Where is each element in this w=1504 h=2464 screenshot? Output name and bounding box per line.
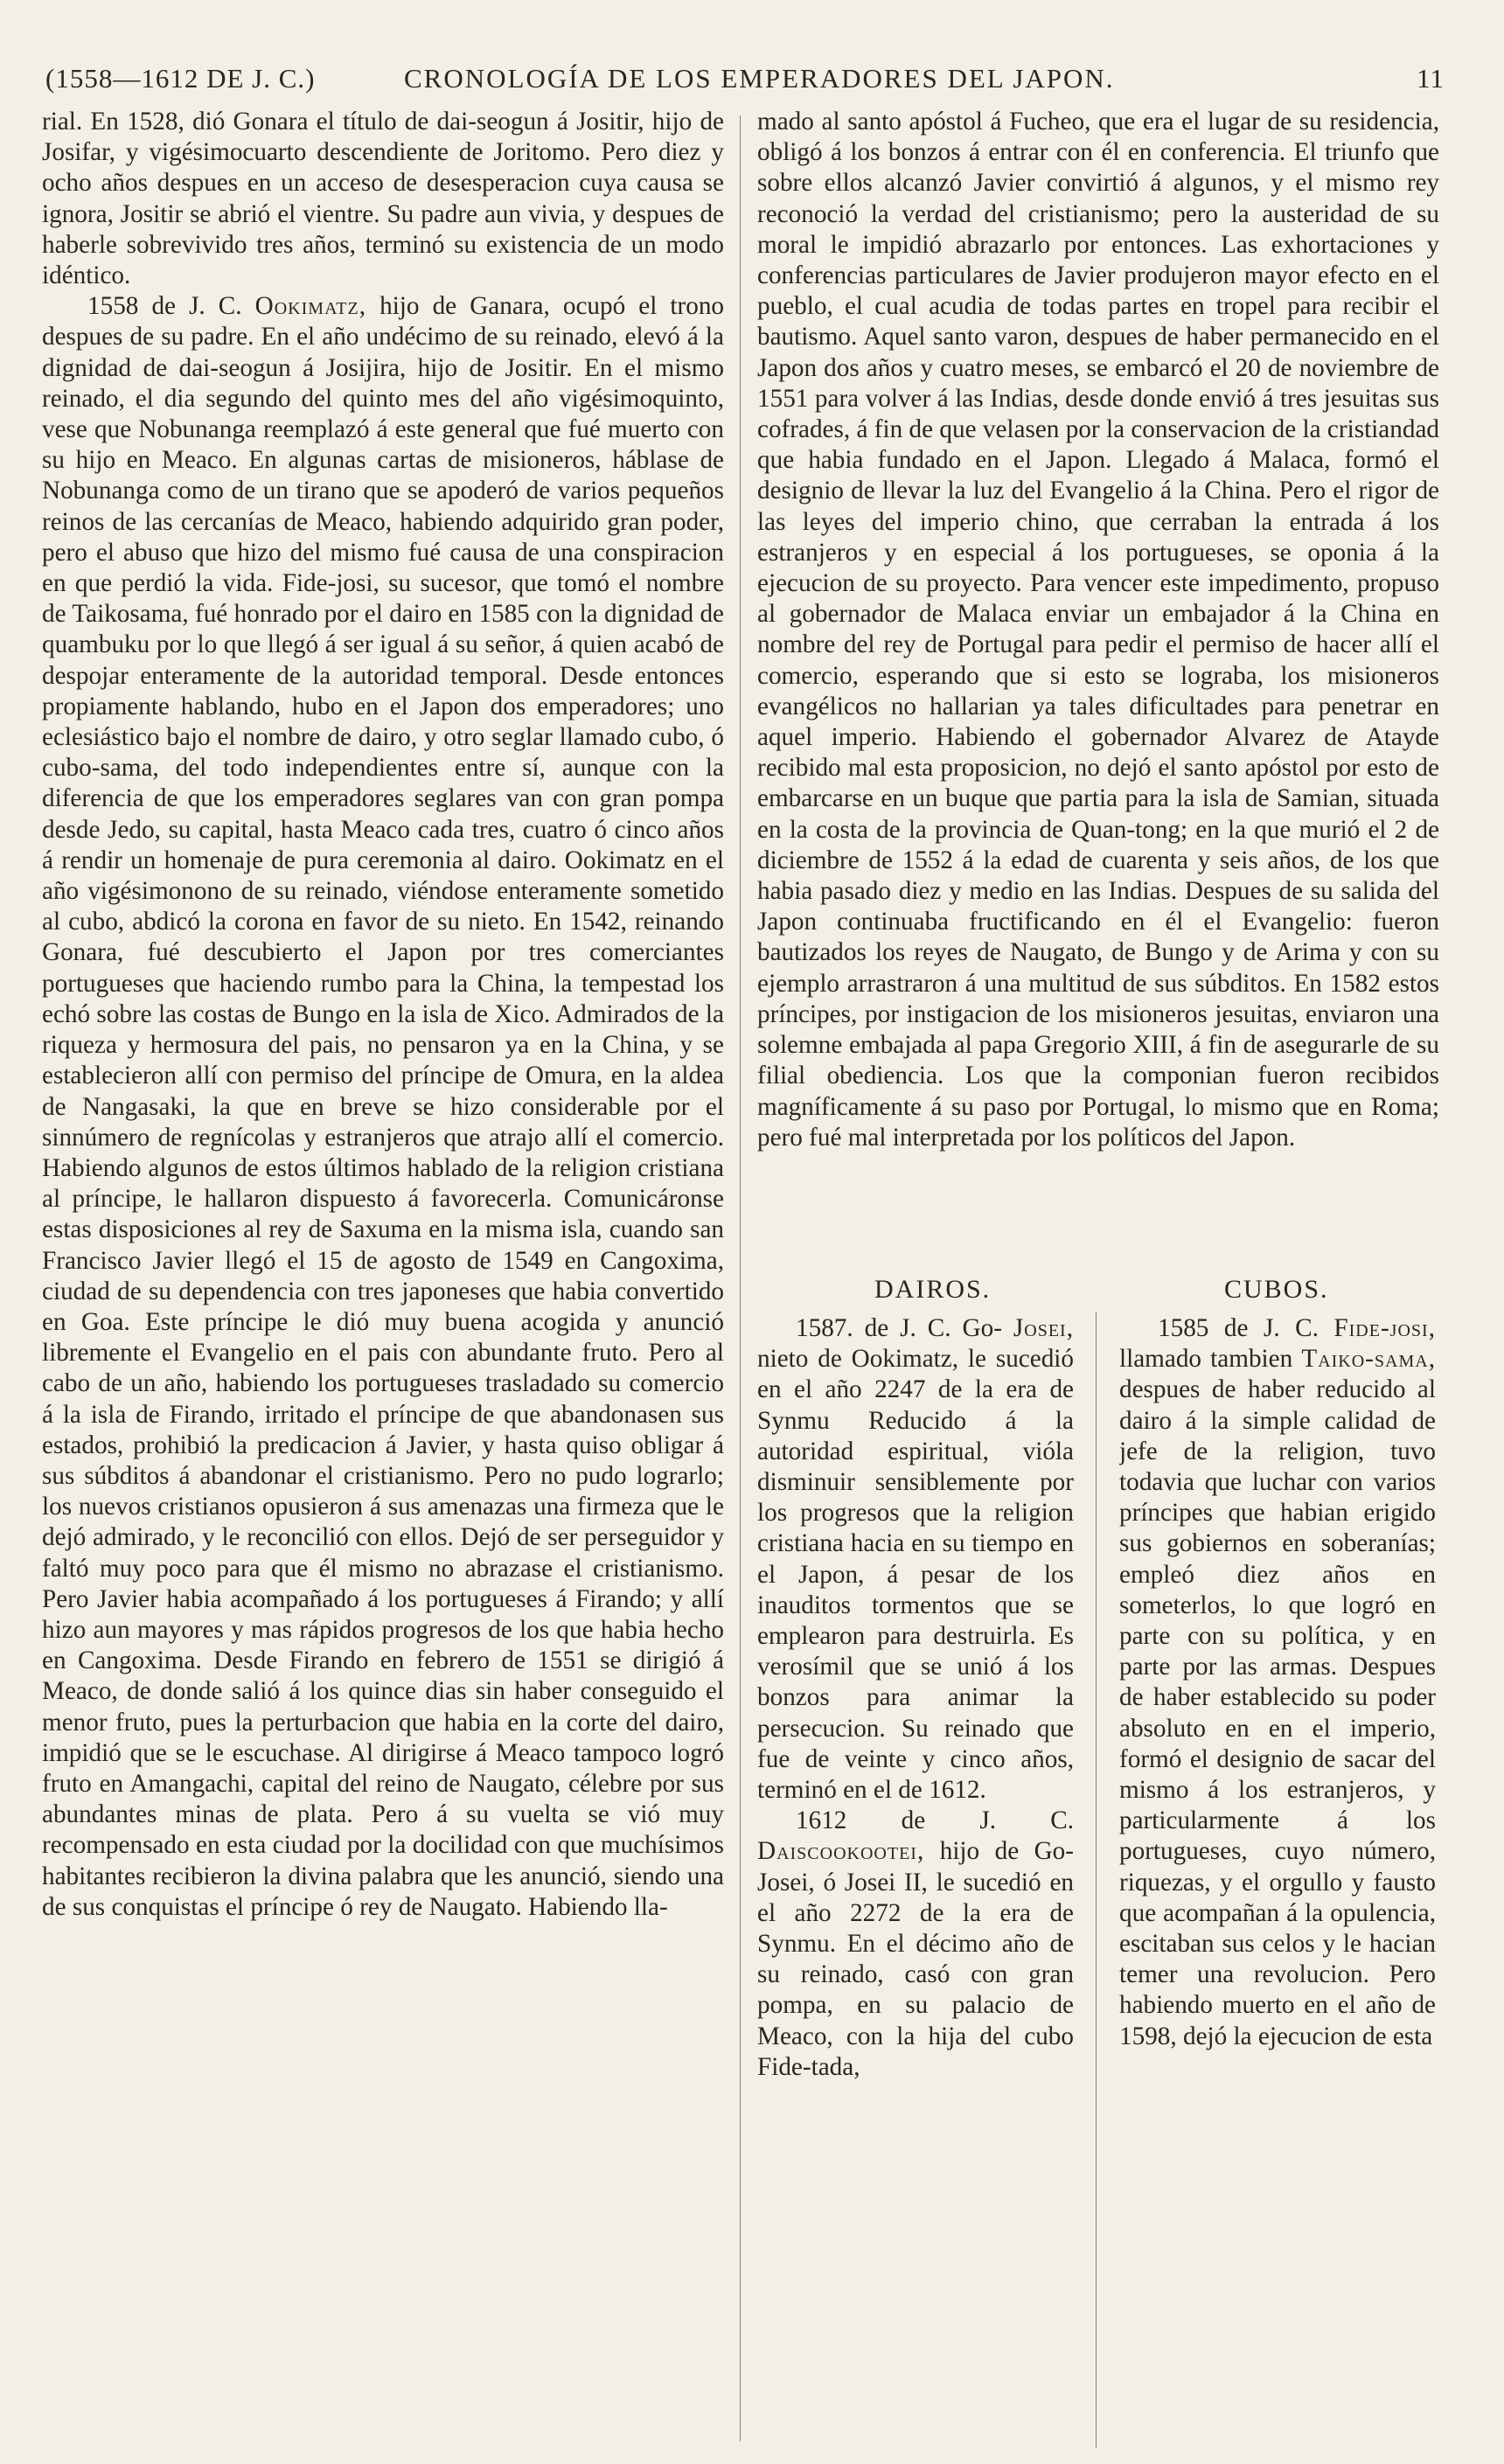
- paragraph-text: de J. C.: [1223, 1314, 1319, 1342]
- paragraph: [42, 291, 724, 1923]
- paragraph-text: de J. C.: [901, 1806, 1074, 1835]
- page-header: [45, 63, 1445, 103]
- section-heading-cubos: CUBOS.: [1224, 1275, 1329, 1304]
- cubos-column: [1119, 1313, 1436, 2450]
- paragraph: mado al santo apóstol á Fucheo, que era el lugar de su residencia, obligó á los bonzos á entrar con él en conferencia. El triunfo que sobre ellos alcanzó Javier convirtió á algunos, y el mismo rey reconoció la verdad del cristianismo; pero la austeridad de su moral le impidió abrazarlo por entonces. Las exhortaciones y conferencias particulares de Javier produjeron mayor efecto en el pueblo, el cual acudia de todas partes en tropel para recibir el bautismo. Aquel santo varon, despues de haber permanecido en el Japon dos años y cuatro meses, se embarcó el 20 de noviembre de 1551 para volver á las Indias, desde donde envió á tres jesuitas sus cofrades, á fin de que velasen por la conservacion de la cristiandad que habia fundado en el Japon. Llegado á Malaca, formó el designio de llevar la luz del Evangelio á la China. Pero el rigor de las leyes del imperio chino, que cerraban la entrada á los estranjeros y en especial á los portugueses, se oponia á la ejecucion de su proyecto. Para vencer este impedimento, propuso al gobernador de Malaca enviar un embajador á la China en nombre del rey de Portugal para pedir el permiso de hacer allí el comercio, esperando que si esto se lograba, los misioneros evangélicos no hallarian ya tales dificultades para penetrar en aquel imperio. Habiendo el gobernador Alvarez de Atayde recibido mal esta proposicion, no dejó el santo apóstol por esto de embarcarse en un buque que partia para la isla de Samian, situada en la costa de la provincia de Quan-tong; en la que murió el 2 de diciembre de 1552 á la edad de cuarenta y seis años, de los que habia pasado diez y medio en las Indias. Despues de su salida del Japon continuaba fructificando en él el Evangelio: fueron bautizados los reyes de Naugato, de Bungo y de Arima y con su ejemplo arrastraron á una multitud de sus súbditos. En 1582 estos príncipes, por instigacion de los misioneros jesuitas, enviaron una solemne embajada al papa Gregorio XIII, á fin de asegurarle de su filial obediencia. Los que la componian fueron recibidos magníficamente á su paso por Portugal, lo mismo que en Roma; pero fué mal interpretada por los políticos del Japon.: [757, 108, 1439, 1152]
- entry-year: 1587.: [796, 1314, 853, 1342]
- paragraph: [1119, 1313, 1436, 2052]
- dairos-column: [757, 1313, 1074, 2450]
- paragraph-text: de J. C. Go-: [864, 1314, 1002, 1342]
- paragraph-text: despues de haber reducido al dairo á la simple calidad de jefe de la religion, tuvo todavia que luchar con varios príncipes que habian erigido sus gobiernos en soberanías; empleó diez años en someterlos, lo que logró en parte con su política, y en parte por las armas. Despues de haber establecido su poder absoluto en en el imperio, formó el designio de sacar del mismo á los estranjeros, y particularmente á los portugueses, cuyo número, riquezas, y el orgullo y fausto que acompañan á la opulencia, escitaban sus celos y le hacian temer una revolucion. Pero habiendo muerto en el año de 1598, dejó la ejecucion de esta: [1119, 1375, 1436, 2050]
- paragraph-text: llamado tambien: [1119, 1345, 1293, 1374]
- left-column: [42, 107, 724, 2450]
- right-column: [757, 107, 1439, 1207]
- emperor-alias: Taiko-sama,: [1301, 1345, 1436, 1374]
- emperor-name: Fide-josi,: [1333, 1314, 1436, 1342]
- page-number: 11: [1417, 63, 1445, 94]
- header-date-range: (1558—1612 DE J. C.): [45, 63, 316, 94]
- emperor-name: Ookimatz,: [254, 292, 367, 321]
- section-heading-dairos: DAIROS.: [874, 1275, 992, 1304]
- emperor-name: Daiscookootei,: [757, 1837, 925, 1866]
- paragraph: [757, 1806, 1074, 2083]
- emperor-name: Josei,: [1013, 1314, 1074, 1342]
- subcolumn-divider: [1096, 1312, 1097, 2448]
- paragraph-text: hijo de Go-Josei, ó Josei II, le sucedió en el año 2272 de la era de Synmu. En el décimo año de su reinado, casó con gran pompa, en su palacio de Meaco, con la hija del cubo Fide-tada,: [757, 1837, 1074, 2081]
- entry-year: 1558 de J. C.: [87, 292, 242, 321]
- column-divider: [740, 115, 741, 2441]
- paragraph-text: nieto de Ookimatz, le sucedió en el año 2247 de la era de Synmu Reducido á la autoridad espiritual, vióla disminuir sensiblemente por los progresos que la religion cristiana hacia en su tiempo en el Japon, á pesar de los inauditos tormentos que se emplearon para destruirla. Es verosímil que se unió á los bonzos para animar la persecucion. Su reinado que fue de veinte y cinco años, terminó en el de 1612.: [757, 1345, 1074, 1805]
- entry-year: 1585: [1158, 1314, 1209, 1342]
- header-title: CRONOLOGÍA DE LOS EMPERADORES DEL JAPON.: [404, 63, 1115, 94]
- paragraph-text: hijo de Ganara, ocupó el trono despues de su padre. En el año undécimo de su reinado, elevó á la dignidad de dai-seogun á Josijira, hijo de Jositir. En el mismo reinado, el dia segundo del quinto mes del año vigésimoquinto, vese que Nobunanga reemplazó á este general que fué muerto con su hijo en Meaco. En algunas cartas de misioneros, háblase de Nobunanga como de un tirano que se apoderó de varios pequeños reinos de las cercanías de Meaco, habiendo adquirido gran poder, pero el abuso que hizo del mismo fué causa de una conspiracion en que perdió la vida. Fide-josi, su sucesor, que tomó el nombre de Taikosama, fué honrado por el dairo en 1585 con la dignidad de quambuku por lo que llegó á ser igual á su señor, á quien acabó de despojar enteramente de la autoridad temporal. Desde entonces propiamente hablando, hubo en el Japon dos emperadores; uno eclesiástico bajo el nombre de dairo, y otro seglar llamado cubo, ó cubo-sama, del todo independientes entre sí, aunque con la diferencia de que los emperadores seglares van con gran pompa desde Jedo, su capital, hasta Meaco cada tres, cuatro ó cinco años á rendir un homenaje de pura ceremonia al dairo. Ookimatz en el año vigésimonono de su reinado, viéndose enteramente sometido al cubo, abdicó la corona en favor de su nieto. En 1542, reinando Gonara, fué descubierto el Japon por tres comerciantes portugueses que haciendo rumbo para la China, la tempestad los echó sobre las costas de Bungo en la isla de Xico. Admirados de la riqueza y hermosura del pais, no pensaron ya en la China, y se establecieron allí con permiso del príncipe de Omura, en la aldea de Nangasaki, la que en breve se hizo considerable por el sinnúmero de regnícolas y estranjeros que atrajo allí el comercio. Habiendo algunos de estos últimos hablado de la religion cristiana al príncipe, le hallaron dispuesto á favorecerla. Comunicáronse estas disposiciones al rey de Saxuma en la misma isla, cuando san Francisco Javier llegó el 15 de agosto de 1549 en Cangoxima, ciudad de su dependencia con tres japoneses que habia convertido en Goa. Este príncipe le dió muy buena acogida y anunció libremente el Evangelio en el pais con abundante fruto. Pero al cabo de un año, habiendo los portugueses trasladado su comercio á la isla de Firando, irritado el príncipe de que abandonasen sus estados, prohibió la predicacion á Javier, y hasta quiso obligar á sus súbditos á abandonar el cristianismo. Pero no pudo lograrlo; los nuevos cristianos opusieron á sus amenazas una firmeza que le dejó admirado, y le reconcilió con ellos. Dejó de ser perseguidor y faltó muy poco para que él mismo no abrazase el cristianismo. Pero Javier habia acompañado á los portugueses á Firando; y allí hizo aun mayores y mas rápidos progresos de los que habia hecho en Cangoxima. Desde Firando en febrero de 1551 se dirigió á Meaco, de donde salió á los quince dias sin haber conseguido el menor fruto, pues la perturbacion que habia en la corte del dairo, impidió que se le escuchase. Al dirigirse á Meaco tampoco logró fruto en Amangachi, capital del reino de Naugato, célebre por sus abundantes minas de plata. Pero á su vuelta se vió muy recompensado en esta ciudad por la docilidad con que muchísimos habitantes recibieron la divina palabra que les anunció, siendo una de sus conquistas el príncipe ó rey de Naugato. Habiendo lla-: [42, 292, 724, 1921]
- paragraph: [757, 1313, 1074, 1806]
- paragraph: rial. En 1528, dió Gonara el título de dai-seogun á Jositir, hijo de Josifar, y vigésimocuarto descendiente de Joritomo. Pero diez y ocho años despues en un acceso de desesperacion cuya causa se ignora, Jositir se abrió el vientre. Su padre aun vivia, y despues de haberle sobrevivido tres años, terminó su existencia de un modo idéntico.: [42, 108, 724, 290]
- entry-year: 1612: [796, 1806, 847, 1835]
